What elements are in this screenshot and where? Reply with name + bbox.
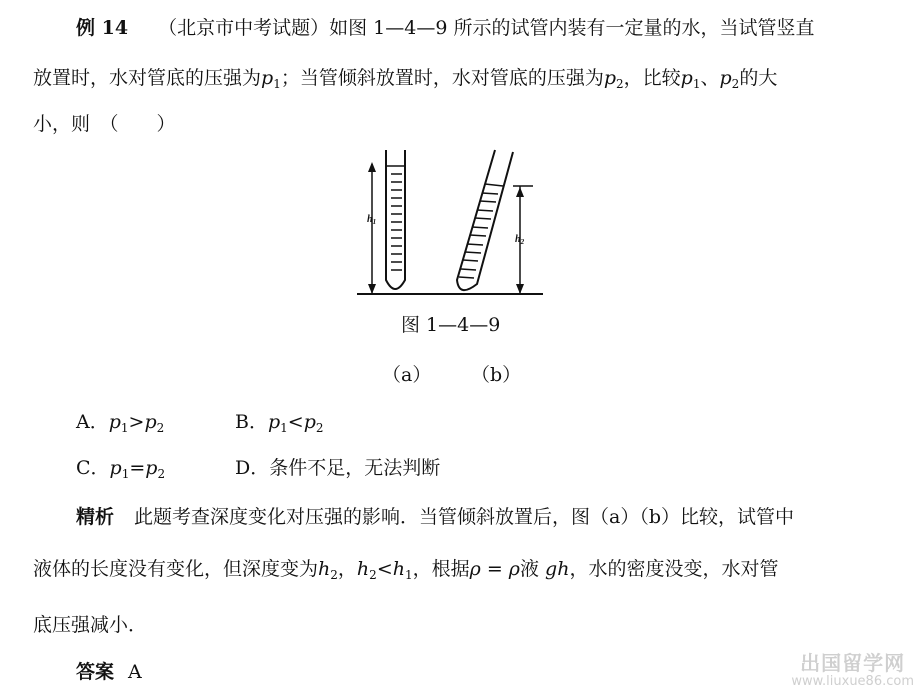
analysis-line-3: 底压强减小． bbox=[33, 614, 148, 636]
figure-label-b: （b） bbox=[471, 364, 522, 386]
option-c: C．$p_1=p_2$ bbox=[76, 457, 166, 481]
watermark-cn: 出国留学网 bbox=[800, 651, 906, 675]
figure-caption: 图 1—4—9 bbox=[401, 314, 501, 336]
h2-arrowhead-bottom bbox=[516, 284, 524, 294]
example-label: 例 14 bbox=[76, 17, 129, 39]
h2-label: $h_2$ bbox=[515, 234, 525, 246]
h2-arrowhead-top bbox=[516, 187, 524, 197]
watermark-url: www.liuxue86.com bbox=[791, 674, 914, 689]
question-line-3: 小，则 （ ） bbox=[33, 113, 176, 135]
h1-arrowhead-bottom bbox=[368, 284, 376, 294]
analysis-line-2: 液体的长度没有变化，但深度变为$h_2$，$h_2<h_1$，根据ρ = ρ液 gh，水的密度没变，水对管 bbox=[33, 558, 779, 582]
option-a: A．$p_1>p_2$ bbox=[76, 411, 165, 435]
question-line-2: 放置时，水对管底的压强为$p_1$；当管倾斜放置时，水对管底的压强为$p_2$，比较$p_1$、$p_2$的大 bbox=[33, 67, 778, 91]
answer-line bbox=[76, 660, 142, 684]
analysis-line-1: 精析 此题考查深度变化对压强的影响．当管倾斜放置后，图（a）（b）比较，试管中 bbox=[76, 506, 795, 528]
tube-a bbox=[386, 150, 405, 289]
test-tube-figure bbox=[355, 142, 555, 302]
question-line-1 bbox=[76, 16, 814, 40]
answer-value: A bbox=[128, 661, 142, 683]
option-d: D．条件不足，无法判断 bbox=[235, 457, 441, 479]
question-source: （北京市中考试题） bbox=[158, 17, 330, 39]
analysis-label: 精析 bbox=[76, 506, 115, 528]
option-b: B．$p_1<p_2$ bbox=[235, 411, 324, 435]
tube-b bbox=[457, 150, 513, 290]
question-text-1: 如图 1—4—9 所示的试管内装有一定量的水，当试管竖直 bbox=[329, 17, 815, 39]
figure-label-a: （a） bbox=[382, 364, 432, 386]
h1-label: $h_1$ bbox=[367, 214, 377, 226]
answer-label: 答案 bbox=[76, 661, 115, 683]
site-watermark bbox=[791, 647, 914, 689]
h1-arrowhead-top bbox=[368, 162, 376, 172]
